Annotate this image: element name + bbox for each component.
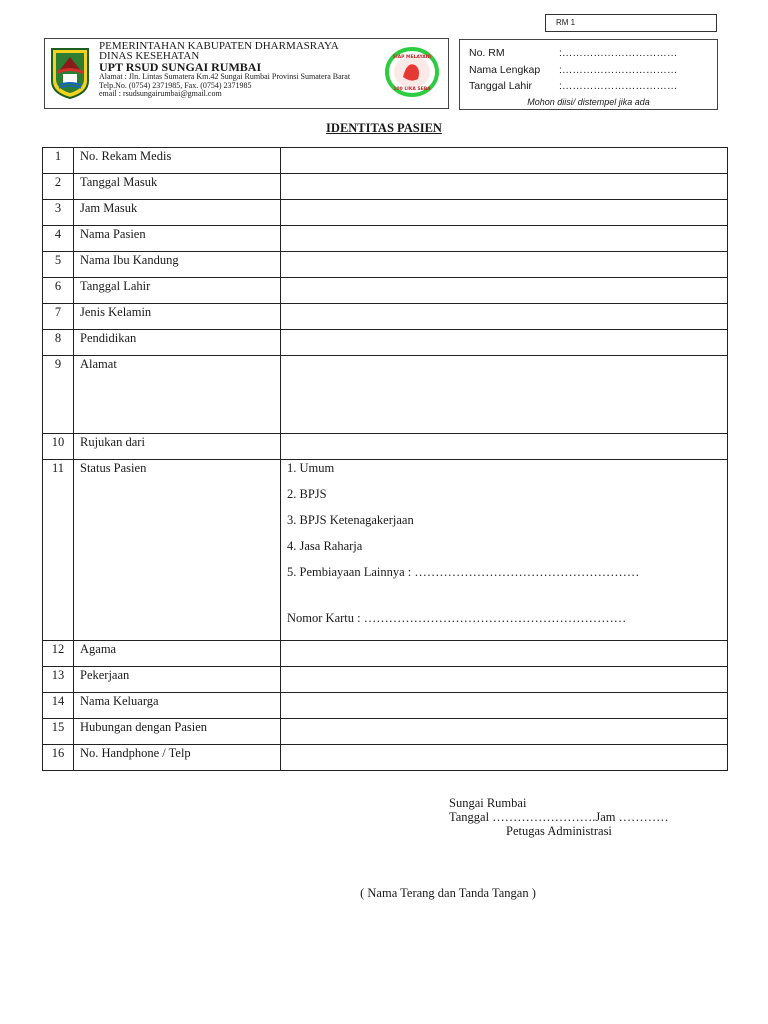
row-number: 11: [43, 460, 74, 641]
table-row: [43, 719, 728, 745]
row-label: No. Rekam Medis: [74, 148, 281, 174]
patient-identity-table: [42, 147, 728, 771]
table-row: [43, 252, 728, 278]
id-label: No. RM: [469, 47, 505, 59]
government-name: PEMERINTAHAN KABUPATEN DHARMASRAYA: [99, 40, 339, 52]
department-name: DINAS KESEHATAN: [99, 50, 200, 62]
status-option-general[interactable]: 1. Umum: [287, 461, 335, 475]
row-number: 2: [43, 174, 74, 200]
row-label: Tanggal Lahir: [74, 278, 281, 304]
row-number: 8: [43, 330, 74, 356]
form-code-box: [545, 14, 717, 32]
hospital-email: email : rsudsungairumbai@gmail.com: [99, 89, 222, 98]
row-label: Status Pasien: [74, 460, 281, 641]
form-title: IDENTITAS PASIEN: [326, 121, 442, 135]
field-relationship[interactable]: [281, 719, 728, 745]
field-religion[interactable]: [281, 641, 728, 667]
field-patient-status: [281, 460, 728, 641]
field-phone[interactable]: [281, 745, 728, 771]
row-label: Jenis Kelamin: [74, 304, 281, 330]
row-number: 9: [43, 356, 74, 434]
row-label: Nama Pasien: [74, 226, 281, 252]
row-number: 6: [43, 278, 74, 304]
letterhead: [44, 38, 449, 109]
row-number: 3: [43, 200, 74, 226]
stamp-note: Mohon diisi/ distempel jika ada: [527, 97, 650, 107]
field-family-name[interactable]: [281, 693, 728, 719]
field-gender[interactable]: [281, 304, 728, 330]
letterhead-text: [99, 41, 350, 99]
svg-text:100 LIKA SEBA: 100 LIKA SEBA: [393, 87, 431, 92]
card-number-field[interactable]: Nomor Kartu : ………………………………………………………: [287, 611, 627, 625]
row-number: 10: [43, 434, 74, 460]
id-row-name[interactable]: [469, 64, 677, 76]
field-education[interactable]: [281, 330, 728, 356]
field-admission-date[interactable]: [281, 174, 728, 200]
table-row: [43, 200, 728, 226]
table-row: [43, 356, 728, 434]
row-label: Nama Ibu Kandung: [74, 252, 281, 278]
table-row: [43, 641, 728, 667]
id-value: :……………………………: [559, 80, 678, 92]
row-label: Pendidikan: [74, 330, 281, 356]
hospital-phone: Telp.No. (0754) 2371985, Fax. (0754) 2371985: [99, 80, 252, 90]
row-number: 5: [43, 252, 74, 278]
row-number: 16: [43, 745, 74, 771]
service-badge-icon: [385, 47, 439, 97]
form-code: RM 1: [556, 18, 576, 27]
field-address[interactable]: [281, 356, 728, 434]
row-number: 4: [43, 226, 74, 252]
table-row: [43, 434, 728, 460]
status-option-jasa-raharja[interactable]: 4. Jasa Raharja: [287, 539, 363, 553]
signature-name-line: ( Nama Terang dan Tanda Tangan ): [360, 886, 536, 900]
table-row: [43, 667, 728, 693]
table-row: [43, 693, 728, 719]
status-option-bpjs-employment[interactable]: 3. BPJS Ketenagakerjaan: [287, 513, 414, 527]
row-label: Rujukan dari: [74, 434, 281, 460]
table-row: [43, 460, 728, 641]
table-row: [43, 148, 728, 174]
table-row: [43, 226, 728, 252]
signature-date-line: Tanggal …………………….Jam …………: [449, 810, 669, 824]
status-option-other-financing[interactable]: 5. Pembiayaan Lainnya : ………………………………………………: [287, 565, 640, 579]
row-number: 14: [43, 693, 74, 719]
id-value: :……………………………: [559, 64, 678, 76]
field-birth-date[interactable]: [281, 278, 728, 304]
id-row-rm[interactable]: [469, 47, 677, 59]
id-label: Nama Lengkap: [469, 64, 541, 76]
field-medical-record-number[interactable]: [281, 148, 728, 174]
row-label: Nama Keluarga: [74, 693, 281, 719]
field-admission-time[interactable]: [281, 200, 728, 226]
patient-id-box: [459, 39, 718, 110]
regency-logo-icon: [50, 47, 90, 99]
row-number: 1: [43, 148, 74, 174]
hospital-address: Alamat : Jln. Lintas Sumatera Km.42 Sungai Rumbai Provinsi Sumatera Barat: [99, 72, 351, 81]
row-label: Alamat: [74, 356, 281, 434]
field-patient-name[interactable]: [281, 226, 728, 252]
table-row: [43, 745, 728, 771]
id-value: :……………………………: [559, 47, 678, 59]
row-label: Pekerjaan: [74, 667, 281, 693]
signature-place: Sungai Rumbai: [449, 796, 527, 810]
row-label: Tanggal Masuk: [74, 174, 281, 200]
row-label: Jam Masuk: [74, 200, 281, 226]
svg-text:SIAP MELAYANI: SIAP MELAYANI: [392, 55, 432, 60]
id-label: Tanggal Lahir: [469, 80, 533, 92]
field-referral-source[interactable]: [281, 434, 728, 460]
table-row: [43, 174, 728, 200]
signature-role: Petugas Administrasi: [506, 824, 612, 838]
field-occupation[interactable]: [281, 667, 728, 693]
table-row: [43, 330, 728, 356]
table-row: [43, 304, 728, 330]
row-number: 7: [43, 304, 74, 330]
row-label: Agama: [74, 641, 281, 667]
field-mother-name[interactable]: [281, 252, 728, 278]
hospital-name: UPT RSUD SUNGAI RUMBAI: [99, 60, 262, 74]
row-number: 12: [43, 641, 74, 667]
row-label: No. Handphone / Telp: [74, 745, 281, 771]
row-number: 15: [43, 719, 74, 745]
row-label: Hubungan dengan Pasien: [74, 719, 281, 745]
row-number: 13: [43, 667, 74, 693]
status-option-bpjs[interactable]: 2. BPJS: [287, 487, 327, 501]
signature-block: [449, 796, 669, 838]
id-row-dob[interactable]: [469, 80, 677, 92]
table-row: [43, 278, 728, 304]
